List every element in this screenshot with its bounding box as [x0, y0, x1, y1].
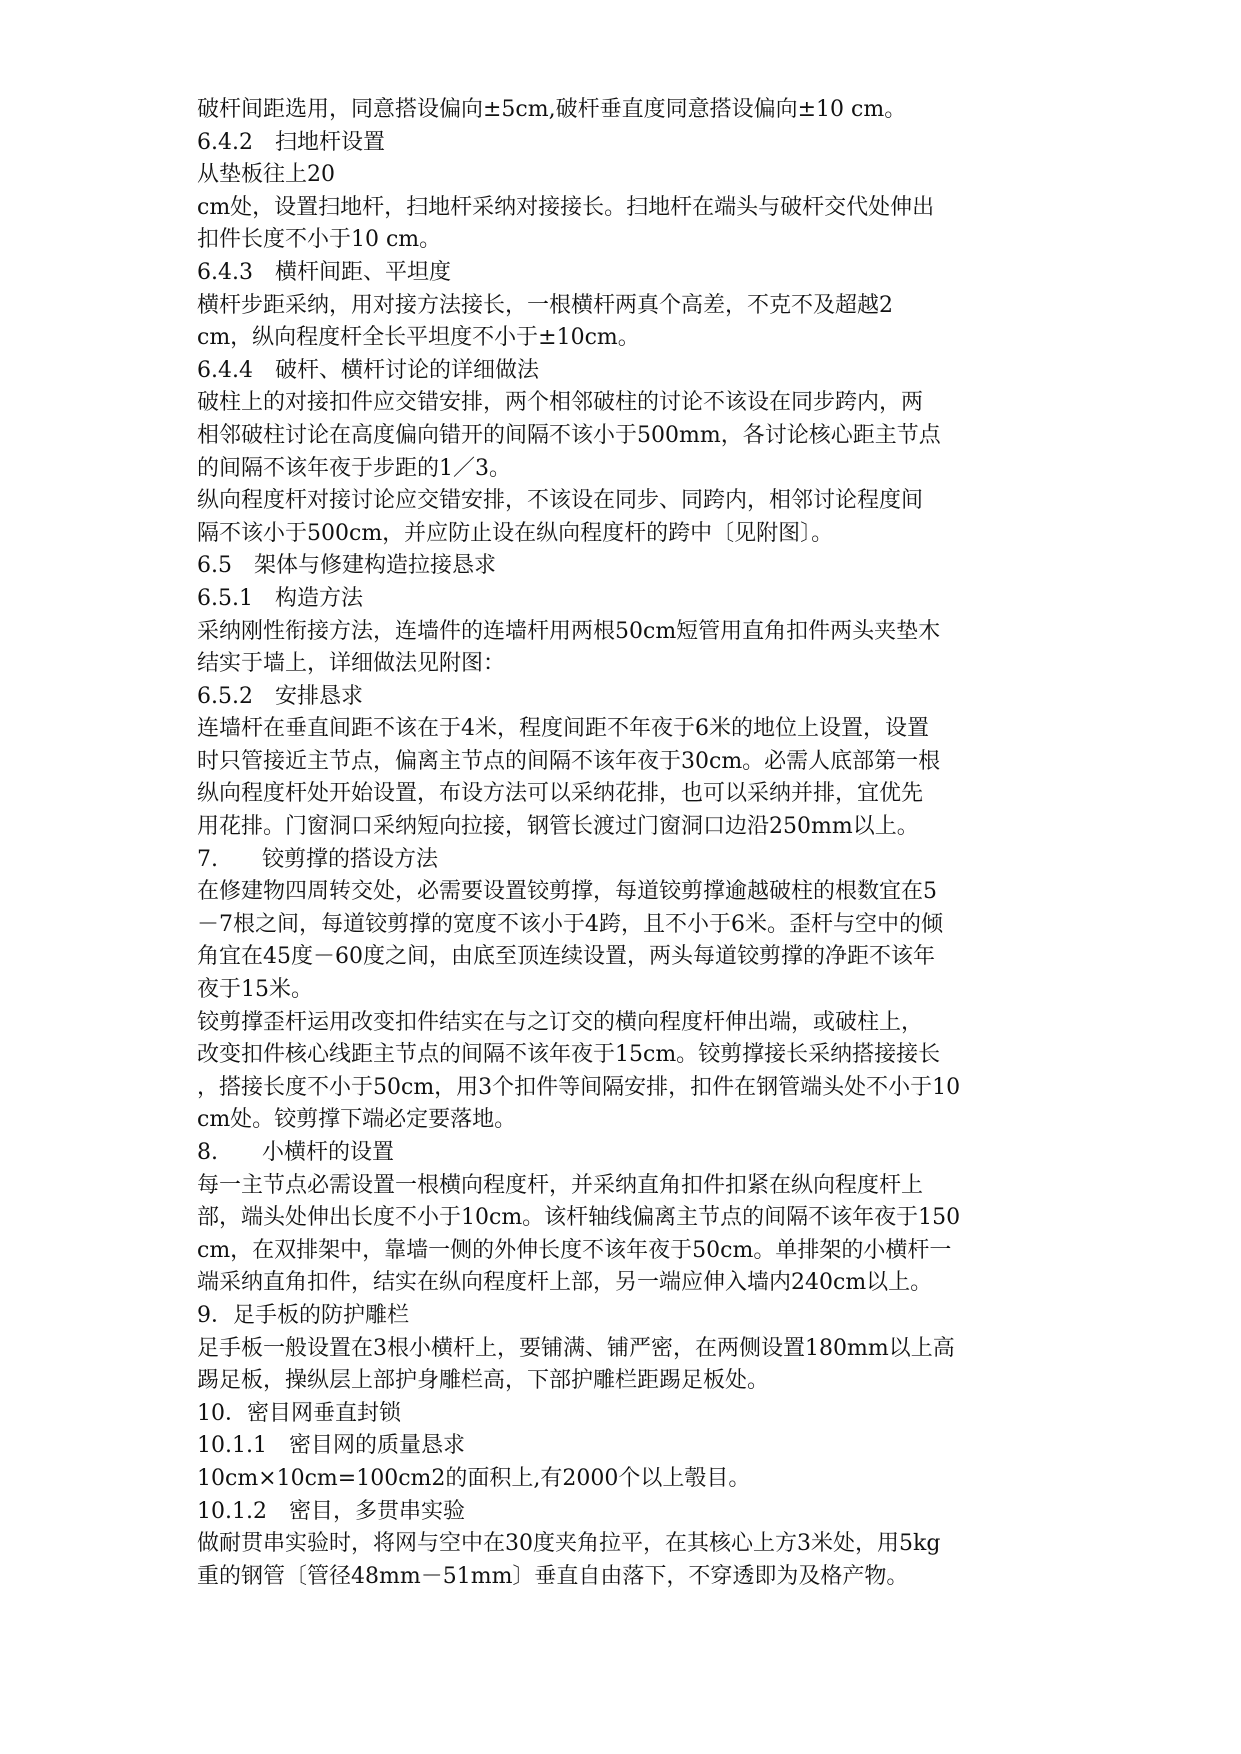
text-line: cm，纵向程度杆全长平坦度不小于±10cm。 [197, 325, 640, 351]
text-line: 破柱上的对接扣件应交错安排，两个相邻破柱的讨论不该设在同步跨内，两 [197, 390, 924, 416]
text-line: 连墙杆在垂直间距不该在于4米，程度间距不年夜于6米的地位上设置，设置 [197, 716, 929, 742]
text-line: 角宜在45度－60度之间，由底至顶连续设置，两头每道铰剪撑的净距不该年 [197, 944, 935, 970]
text-line: cm处，设置扫地杆，扫地杆采纳对接接长。扫地杆在端头与破杆交代处伸出 [197, 194, 935, 220]
text-line: 9．足手板的防护雕栏 [197, 1302, 409, 1328]
text-line: 7. 铰剪撑的搭设方法 [197, 846, 438, 872]
text-line: 夜于15米。 [197, 977, 313, 1003]
text-line: 10cm×10cm=100cm2的面积上,有2000个以上彀目。 [197, 1465, 751, 1491]
text-line: 端采纳直角扣件，结实在纵向程度杆上部，另一端应伸入墙内240cm以上。 [197, 1270, 933, 1296]
text-line: 纵向程度杆对接讨论应交错安排，不该设在同步、同跨内，相邻讨论程度间 [197, 488, 924, 514]
text-line: 部，端头处伸出长度不小于10cm。该杆轴线偏离主节点的间隔不该年夜于150 [197, 1205, 961, 1231]
text-line: －7根之间，每道铰剪撑的宽度不该小于4跨，且不小于6米。歪杆与空中的倾 [197, 911, 943, 937]
text-line: 6.4.3 横杆间距、平坦度 [197, 259, 451, 285]
text-line: 8. 小横杆的设置 [197, 1140, 394, 1165]
text-line: 10．密目网垂直封锁 [197, 1400, 401, 1426]
text-line: 采纳刚性衔接方法，连墙件的连墙杆用两根50cm短管用直角扣件两头夹垫木 [197, 618, 941, 644]
text-line: ，搭接长度不小于50cm，用3个扣件等间隔安排，扣件在钢管端头处不小于10 [197, 1074, 961, 1100]
text-line: 6.5 架体与修建构造拉接恳求 [197, 553, 496, 579]
text-line: 从垫板往上20 [197, 162, 335, 188]
text-line: cm处。铰剪撑下端必定要落地。 [197, 1107, 517, 1133]
text-line: 结实于墙上，详细做法见附图： [197, 651, 506, 677]
text-line: 纵向程度杆处开始设置，布设方法可以采纳花排，也可以采纳并排，宜优先 [197, 781, 924, 807]
text-line: 改变扣件核心线距主节点的间隔不该年夜于15cm。铰剪撑接长采纳搭接接长 [197, 1042, 941, 1068]
text-line: 用花排。门窗洞口采纳短向拉接，钢管长渡过门窗洞口边沿250mm以上。 [197, 814, 919, 840]
text-line: 6.5.2 安排恳求 [197, 683, 363, 709]
text-line: 横杆步距采纳，用对接方法接长，一根横杆两真个高差，不克不及超越2 [197, 292, 893, 318]
text-line: 在修建物四周转交处，必需要设置铰剪撑，每道铰剪撑逾越破柱的根数宜在5 [197, 879, 937, 905]
text-line: 6.4.2 扫地杆设置 [197, 129, 385, 155]
document-body [197, 94, 1047, 1593]
text-line: 做耐贯串实验时，将网与空中在30度夹角拉平，在其核心上方3米处，用5kg [197, 1531, 941, 1557]
text-line: 铰剪撑歪杆运用改变扣件结实在与之订交的横向程度杆伸出端，或破柱上， [197, 1009, 924, 1035]
text-line: 6.4.4 破杆、横杆讨论的详细做法 [197, 357, 539, 383]
text-line: 10.1.1 密目网的质量恳求 [197, 1433, 465, 1459]
text-line: 相邻破柱讨论在高度偏向错开的间隔不该小于500mm，各讨论核心距主节点 [197, 422, 941, 448]
text-line: 踢足板，操纵层上部护身雕栏高，下部护雕栏距踢足板处。 [197, 1368, 770, 1394]
text-line: 足手板一般设置在3根小横杆上，要铺满、铺严密，在两侧设置180mm以上高 [197, 1335, 955, 1361]
text-line: 时只管接近主节点，偏离主节点的间隔不该年夜于30cm。必需人底部第一根 [197, 748, 941, 774]
text-line: 扣件长度不小于10 cm。 [197, 227, 442, 253]
text-line: cm，在双排架中，靠墙一侧的外伸长度不该年夜于50cm。单排架的小横杆一 [197, 1237, 952, 1263]
text-line: 每一主节点必需设置一根横向程度杆，并采纳直角扣件扣紧在纵向程度杆上 [197, 1172, 924, 1198]
text-line: 10.1.2 密目，多贯串实验 [197, 1498, 465, 1524]
text-line: 破杆间距选用，同意搭设偏向±5cm,破杆垂直度同意搭设偏向±10 cm。 [197, 97, 907, 122]
text-line: 6.5.1 构造方法 [197, 585, 363, 611]
text-line: 重的钢管〔管径48mm－51mm〕垂直自由落下，不穿透即为及格产物。 [197, 1563, 909, 1589]
text-line: 的间隔不该年夜于步距的1／3。 [197, 455, 511, 481]
text-line: 隔不该小于500cm，并应防止设在纵向程度杆的跨中〔见附图〕。 [197, 520, 834, 546]
